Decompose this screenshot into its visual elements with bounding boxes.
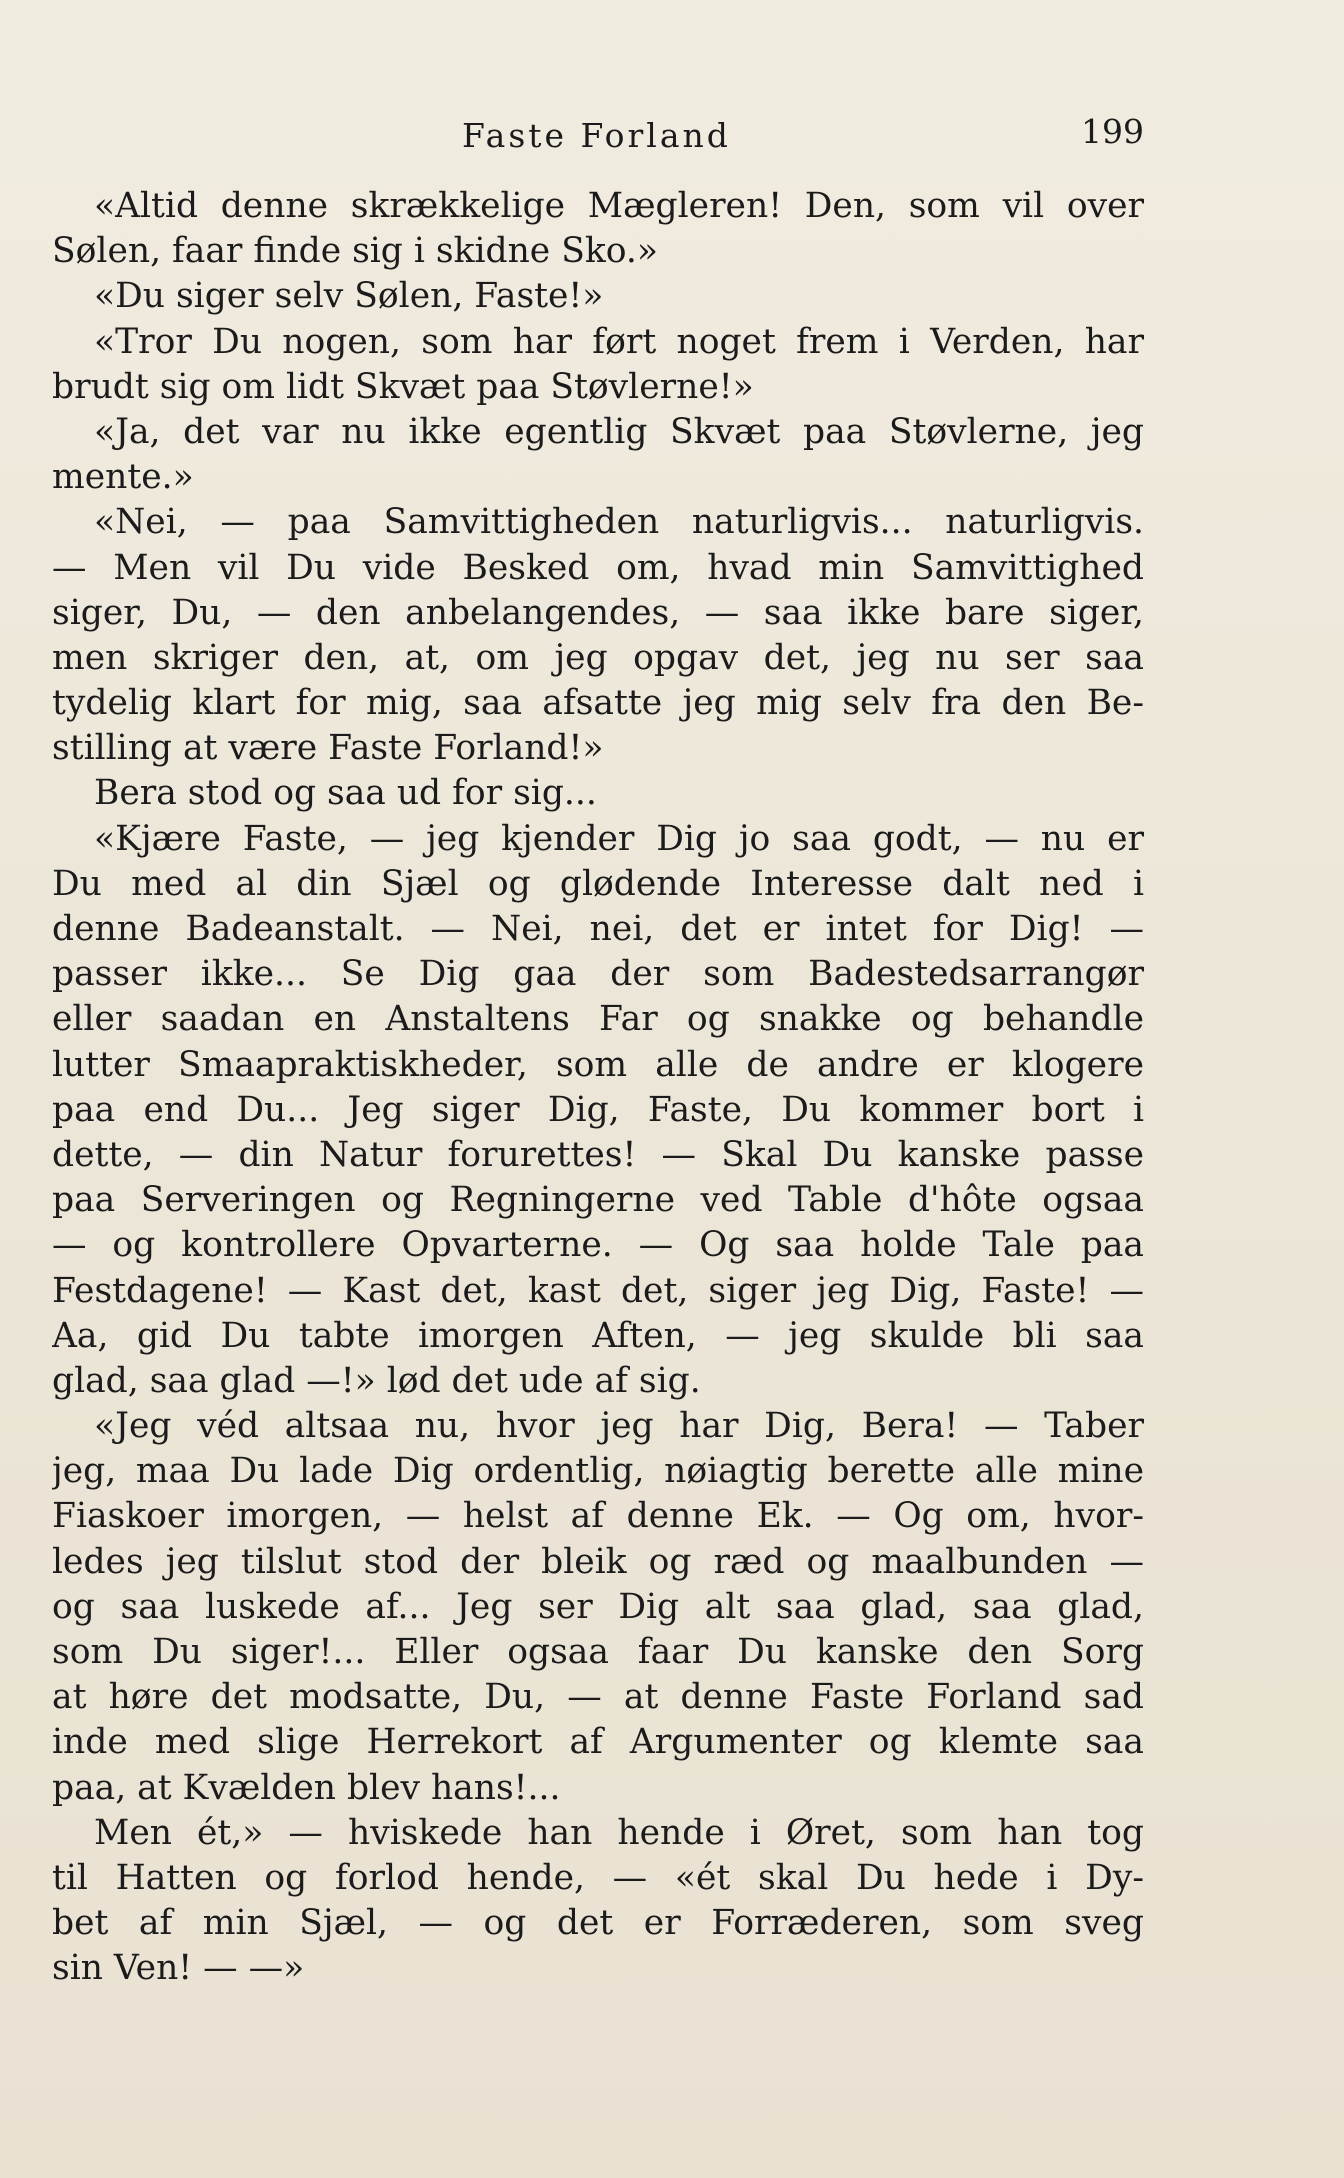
text-line: og saa luskede af... Jeg ser Dig alt saa glad, saa glad, (52, 1586, 1144, 1627)
text-line: «Du siger selv Sølen, Faste!» (94, 276, 604, 317)
text-line: Du med al din Sjæl og glødende Interesse dalt ned i (52, 863, 1144, 904)
text-line: «Nei, — paa Samvittigheden naturligvis... naturligvis. (94, 502, 1144, 543)
text-line: dette, — din Natur forurettes! — Skal Du kanske passe (52, 1134, 1144, 1175)
text-line: ledes jeg tilslut stod der bleik og ræd og maalbunden — (52, 1541, 1144, 1582)
text-line: men skriger den, at, om jeg opgav det, jeg nu ser saa (52, 637, 1144, 678)
text-line: Aa, gid Du tabte imorgen Aften, — jeg skulde bli saa (52, 1315, 1144, 1356)
text-line: paa Serveringen og Regningerne ved Table d'hôte ogsaa (52, 1180, 1144, 1221)
text-line: glad, saa glad —!» lød det ude af sig. (52, 1360, 701, 1401)
text-line: Men ét,» — hviskede han hende i Øret, som han tog (94, 1812, 1144, 1853)
text-line: tydelig klart for mig, saa afsatte jeg mig selv fra den Be- (52, 683, 1144, 724)
text-line: eller saadan en Anstaltens Far og snakke og behandle (52, 999, 1144, 1040)
text-line: denne Badeanstalt. — Nei, nei, det er intet for Dig! — (52, 909, 1144, 949)
text-line: lutter Smaapraktiskheder, som alle de andre er klogere (52, 1044, 1144, 1085)
text-line: som Du siger!... Eller ogsaa faar Du kanske den Sorg (52, 1632, 1144, 1672)
text-line: mente.» (52, 457, 194, 498)
text-line: paa end Du... Jeg siger Dig, Faste, Du kommer bort i (52, 1089, 1144, 1130)
text-line: Fiaskoer imorgen, — helst af denne Ek. — Og om, hvor- (52, 1496, 1144, 1537)
text-line: inde med slige Herrekort af Argumenter og klemte saa (52, 1722, 1144, 1763)
text-line: Festdagene! — Kast det, kast det, siger jeg Dig, Faste! — (52, 1270, 1144, 1311)
text-line: jeg, maa Du lade Dig ordentlig, nøiagtig berette alle mine (52, 1451, 1144, 1492)
page-number: 199 (1081, 112, 1144, 151)
text-line: Bera stod og saa ud for sig... (94, 773, 597, 814)
text-line: brudt sig om lidt Skvæt paa Støvlerne!» (52, 366, 754, 407)
text-line: at høre det modsatte, Du, — at denne Faste Forland sad (52, 1677, 1144, 1718)
text-line: passer ikke... Se Dig gaa der som Badestedsarrangør (52, 954, 1144, 995)
text-line: — Men vil Du vide Besked om, hvad min Samvittighed (52, 547, 1144, 588)
text-line: til Hatten og forlod hende, — «ét skal Du hede i Dy- (52, 1857, 1144, 1898)
body-text (52, 184, 1144, 1992)
text-line: stilling at være Faste Forland!» (52, 728, 604, 769)
text-line: sin Ven! — —» (52, 1948, 305, 1989)
text-line: Sølen, faar finde sig i skidne Sko.» (52, 231, 658, 272)
text-line: bet af min Sjæl, — og det er Forræderen, som sveg (52, 1903, 1144, 1944)
running-title: Faste Forland (462, 116, 731, 155)
page-header (52, 112, 1144, 160)
text-line: «Kjære Faste, — jeg kjender Dig jo saa godt, — nu er (94, 818, 1144, 859)
text-line: «Tror Du nogen, som har ført noget frem i Verden, har (94, 321, 1144, 362)
text-line: siger, Du, — den anbelangendes, — saa ikke bare siger, (52, 592, 1144, 633)
text-line: — og kontrollere Opvarterne. — Og saa holde Tale paa (52, 1225, 1144, 1266)
text-line: «Altid denne skrækkelige Mægleren! Den, som vil over (94, 186, 1144, 226)
text-line: «Ja, det var nu ikke egentlig Skvæt paa Støvlerne, jeg (94, 411, 1144, 452)
text-line: paa, at Kvælden blev hans!... (52, 1767, 561, 1808)
text-line: «Jeg véd altsaa nu, hvor jeg har Dig, Bera! — Taber (94, 1406, 1144, 1447)
